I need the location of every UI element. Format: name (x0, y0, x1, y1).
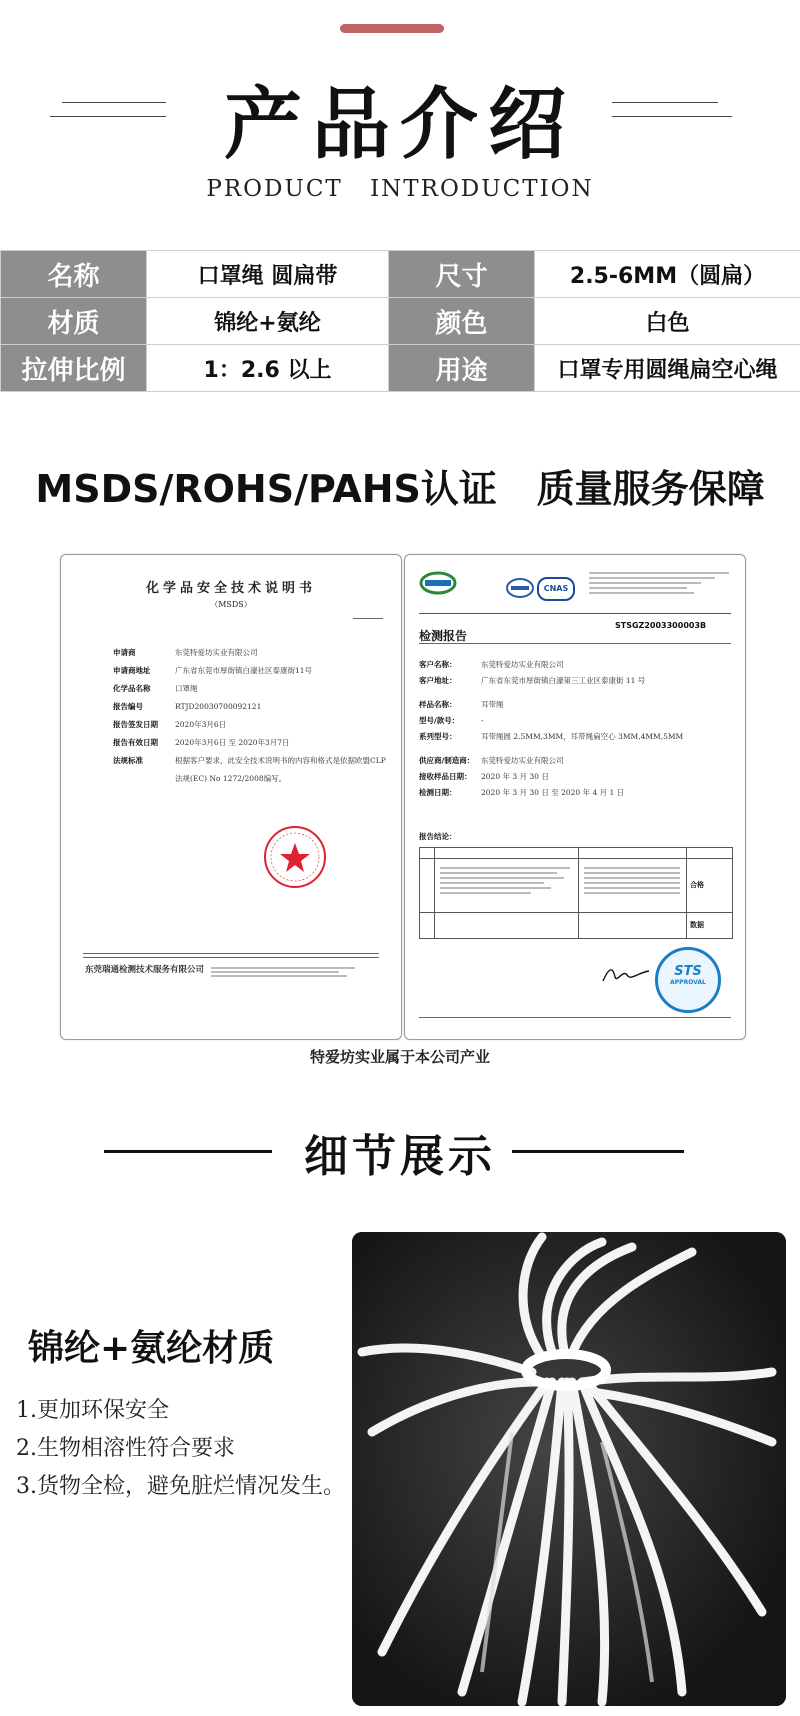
test-report-certificate (404, 554, 746, 1040)
divider (83, 953, 379, 954)
material-title: 锦纶+氨纶材质 (28, 1328, 275, 1369)
table-row (1, 298, 800, 345)
elastic-cord-image (352, 1232, 786, 1706)
msds-row: 申请商 东莞特爱坊实业有限公司 (113, 648, 258, 657)
detail-heading: 细节展示 (304, 1131, 496, 1182)
sts-logo (419, 571, 457, 595)
spec-value: 2.5-6MM（圆扁） (535, 251, 800, 298)
spec-value: 1：2.6 以上 (147, 345, 389, 392)
page-subtitle: PRODUCT INTRODUCTION (206, 176, 594, 202)
msds-row: 报告编号 RTJD20030700092121 (113, 702, 262, 711)
msds-row: 报告签发日期 2020年3月6日 (113, 720, 227, 729)
report-number: STSGZ2003300003B (615, 621, 707, 630)
ilac-logo-icon (505, 577, 535, 599)
spec-value: 口罩绳 圆扁带 (147, 251, 389, 298)
list-item: 1.更加环保安全 (16, 1398, 169, 1423)
table-row (1, 345, 800, 392)
spec-value: 锦纶+氨纶 (147, 298, 389, 345)
divider (353, 618, 383, 619)
page-title: 产品介绍 (223, 79, 576, 170)
cnas-logo: CNAS (537, 577, 575, 601)
spec-key: 拉伸比例 (1, 345, 147, 392)
spec-key: 尺寸 (389, 251, 535, 298)
material-features (16, 1392, 346, 1506)
msds-certificate (60, 554, 402, 1040)
result-pass: 合格 (690, 881, 704, 889)
list-item: 2.生物相溶性符合要求 (16, 1436, 235, 1461)
msds-subtitle: （MSDS） (210, 600, 252, 609)
approval-seal: STS APPROVAL (655, 947, 721, 1013)
report-row: 检测日期： 2020 年 3 月 30 日 至 2020 年 4 月 1 日 (419, 788, 625, 797)
results-table (419, 847, 733, 939)
msds-row: 化学品名称 口罩绳 (113, 684, 198, 693)
report-row: 样品名称： 耳带绳 (419, 700, 504, 709)
divider (83, 957, 379, 958)
table-row (1, 251, 800, 298)
top-accent-bar (340, 24, 444, 33)
result-pass: 数据 (690, 921, 704, 929)
cert-heading: MSDS/ROHS/PAHS认证 质量服务保障 (35, 467, 765, 511)
spec-value: 白色 (535, 298, 800, 345)
spec-key: 材质 (1, 298, 147, 345)
sts-logo-icon (419, 571, 457, 595)
report-row: 型号/款号： - (419, 716, 484, 725)
red-seal-icon (261, 823, 329, 891)
conclusion-label: 报告结论： (419, 832, 457, 841)
signature-icon (601, 963, 651, 985)
spec-table (0, 250, 800, 392)
spec-value: 口罩专用圆绳扁空心绳 (535, 345, 800, 392)
results-fine-print (584, 864, 680, 897)
report-row: 系列型号： 耳带绳圆 2.5MM,3MM，耳带绳扁空心 3MM,4MM,5MM (419, 732, 684, 741)
msds-title: 化学品安全技术说明书 (145, 581, 316, 596)
product-photo (352, 1232, 786, 1706)
footer-fine-print (211, 965, 371, 983)
report-row: 接收样品日期： 2020 年 3 月 30 日 (419, 772, 549, 781)
report-title: 检测报告 (419, 629, 468, 643)
msds-row: 申请商地址 广东省东莞市厚街镇白濠社区泰康街11号 (113, 666, 313, 675)
report-row: 供应商/制造商： 东莞特爱坊实业有限公司 (419, 756, 564, 765)
msds-footer: 东莞瑞通检测技术服务有限公司 (85, 965, 205, 975)
divider (419, 613, 731, 614)
spec-key: 用途 (389, 345, 535, 392)
divider (419, 643, 731, 644)
header-fine-print (589, 569, 729, 597)
list-item: 3.货物全检，避免脏烂情况发生。 (16, 1474, 345, 1499)
msds-row: 法规标准 根据客户要求，此安全技术说明书的内容和格式是依据欧盟CLP (113, 756, 386, 765)
report-row: 客户地址： 广东省东莞市厚街镇白濠第三工业区泰康街 11 号 (419, 676, 646, 685)
spec-key: 颜色 (389, 298, 535, 345)
report-row: 客户名称： 东莞特爱坊实业有限公司 (419, 660, 564, 669)
spec-key: 名称 (1, 251, 147, 298)
msds-row: 法规(EC) No 1272/2008编写。 (175, 774, 287, 783)
msds-row: 报告有效日期 2020年3月6日 至 2020年3月7日 (113, 738, 290, 747)
results-fine-print (440, 864, 570, 897)
cert-caption: 特爱坊实业属于本公司产业 (309, 1048, 490, 1066)
divider (419, 1017, 731, 1018)
